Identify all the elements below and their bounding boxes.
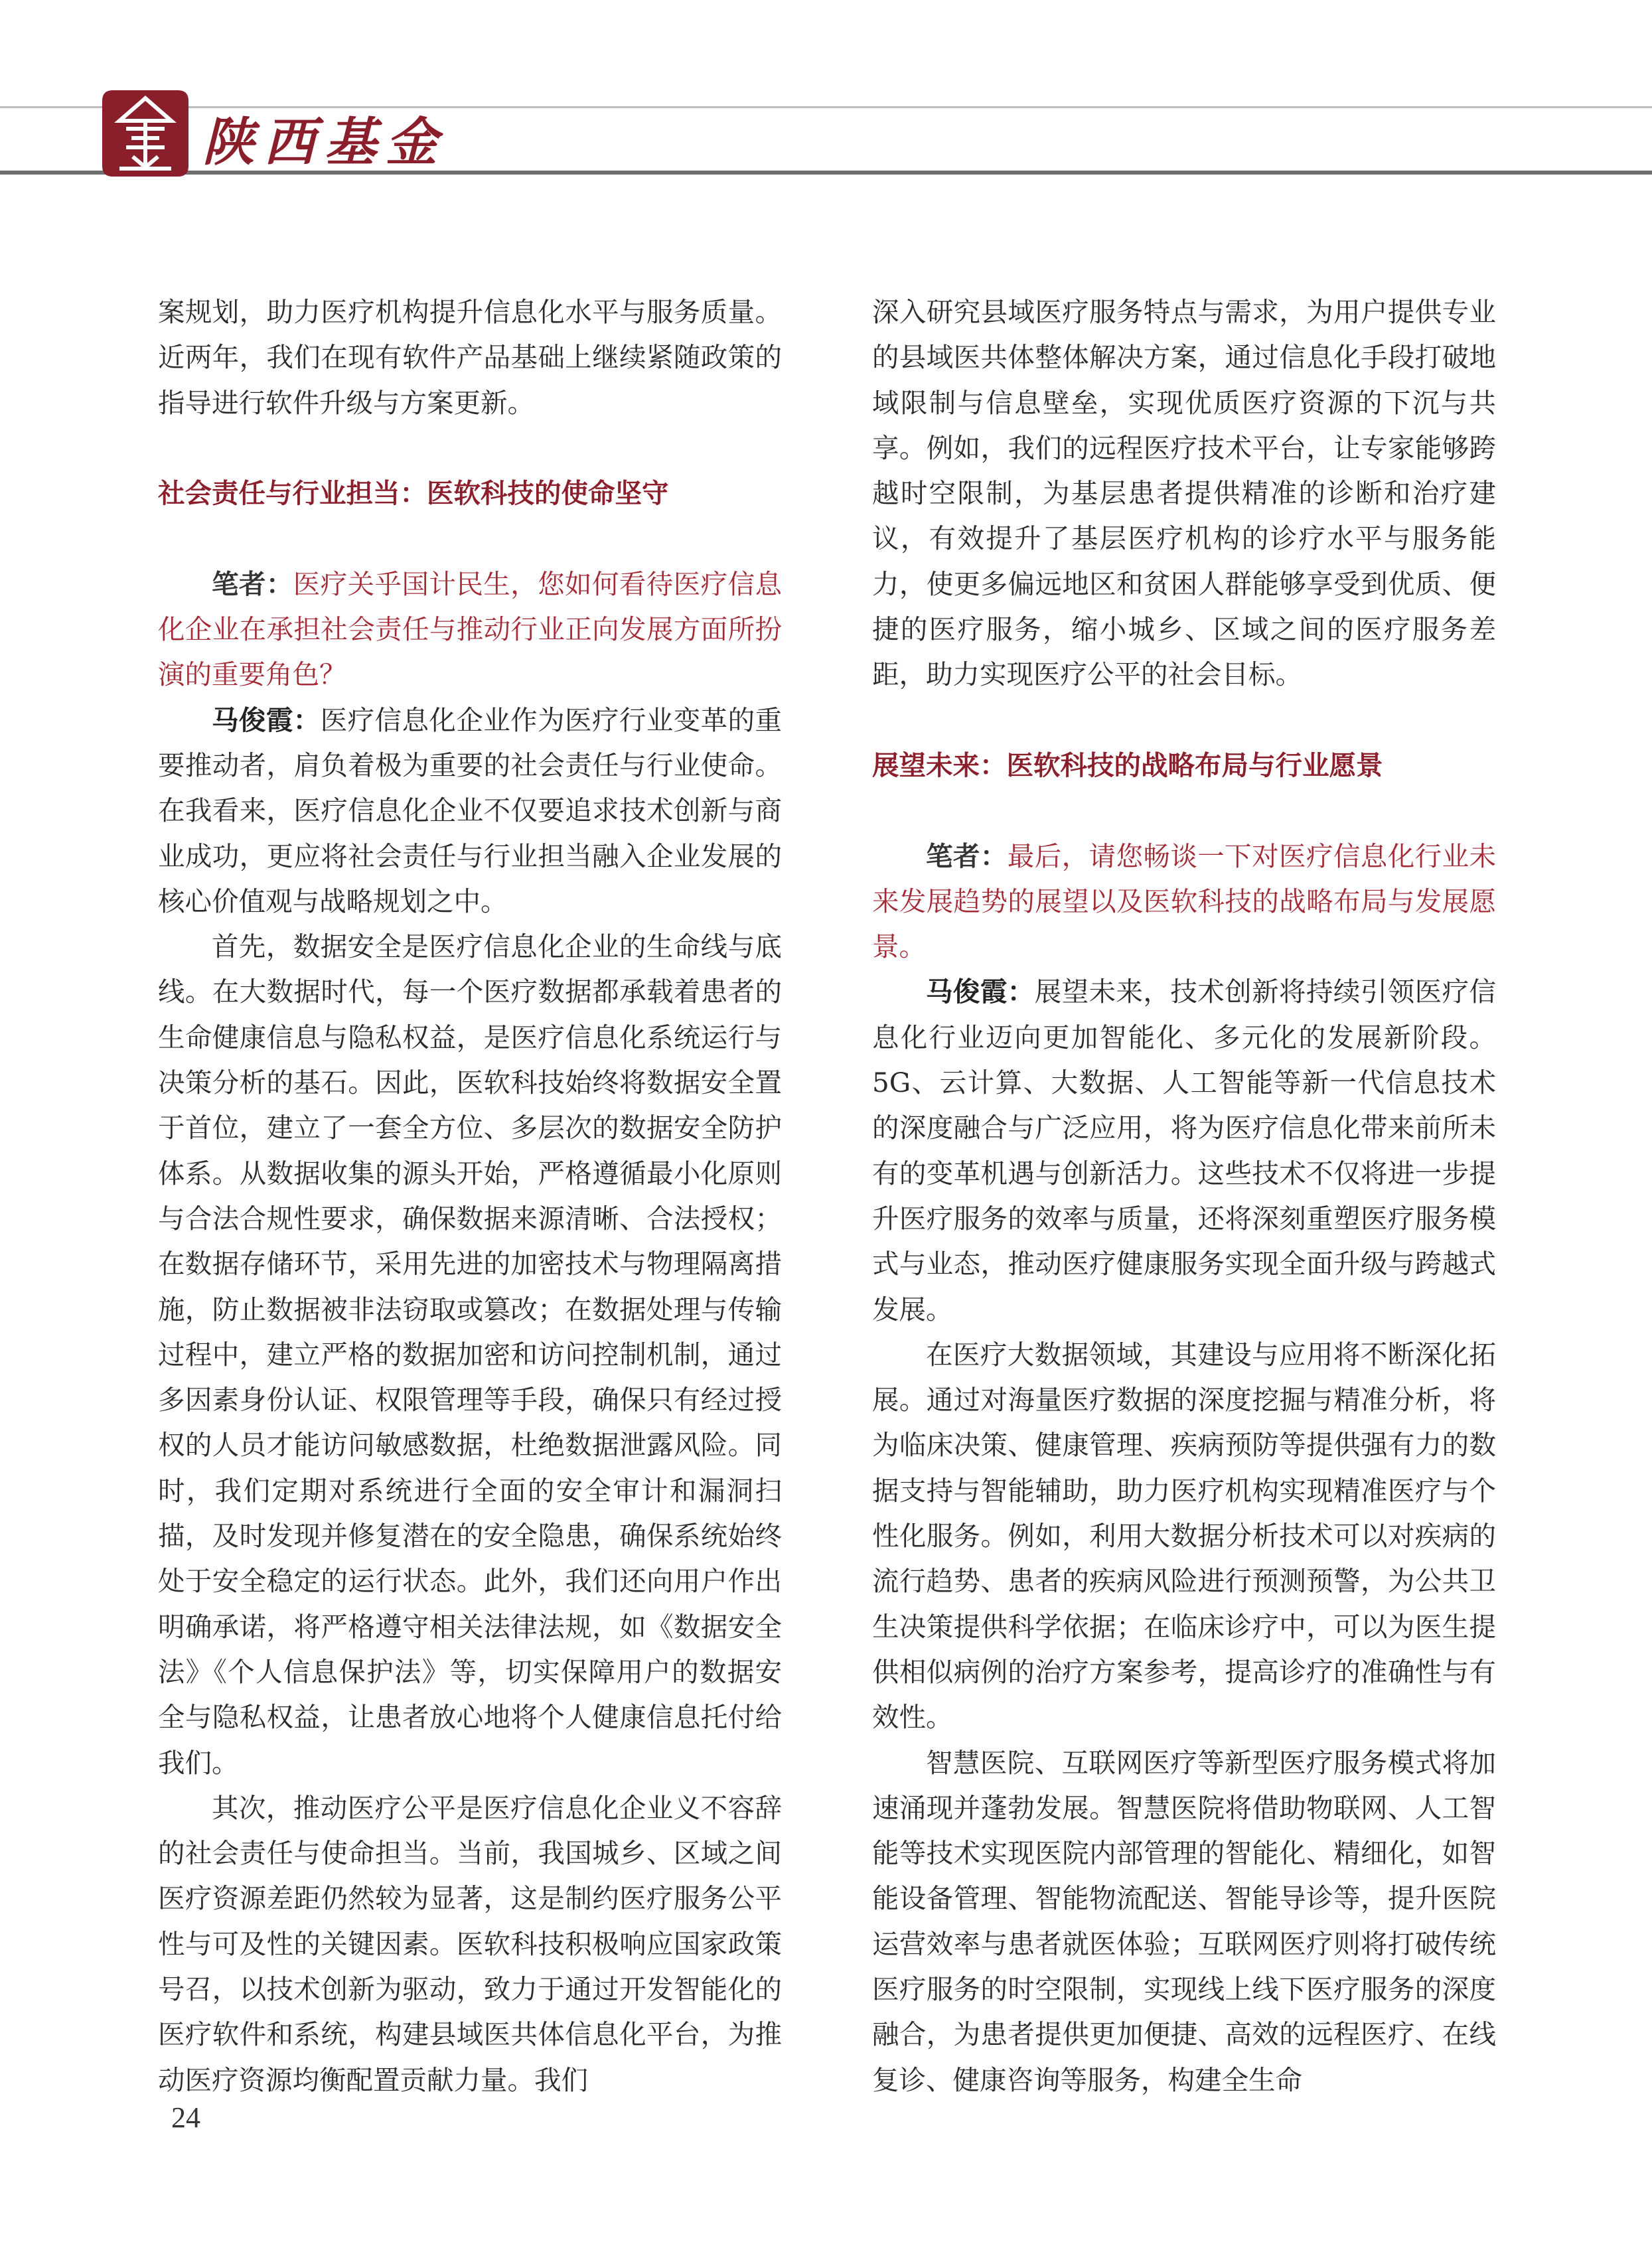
spacer <box>158 516 782 561</box>
paragraph: 在医疗大数据领域，其建设与应用将不断深化拓展。通过对海量医疗数据的深度挖掘与精准分析，将为临床决策、健康管理、疾病预防等提供强有力的数据支持与智能辅助，助力医疗机构实现精准医疗与个性化服务。例如，利用大数据分析技术可以对疾病的流行趋势、患者的疾病风险进行预测预警，为公共卫生决策提供科学依据；在临床诊疗中，可以为医生提供相似病例的治疗方案参考，提高诊疗的准确性与有效性。 <box>872 1338 1496 1734</box>
answer-paragraph <box>158 698 782 924</box>
magazine-title: 陕西基金 <box>202 112 447 173</box>
answer-text: 医疗信息化企业作为医疗行业变革的重要推动者，肩负着极为重要的社会责任与行业使命。在我看来，医疗信息化企业不仅要追求技术创新与商业成功，更应将社会责任与行业担当融入企业发展的核心价值观与战略规划之中。 <box>158 704 783 917</box>
spacer <box>872 788 1496 833</box>
paragraph: 其次，推动医疗公平是医疗信息化企业义不容辞的社会责任与使命担当。当前，我国城乡、区域之间医疗资源差距仍然较为显著，这是制约医疗服务公平性与可及性的关键因素。医软科技积极响应国家政策号召，以技术创新为驱动，致力于通过开发智能化的医疗软件和系统，构建县域医共体信息化平台，为推动医疗资源均衡配置贡献力量。我们 <box>158 1791 782 2096</box>
answer-label: 马俊霞： <box>212 704 321 736</box>
paragraph: 案规划，助力医疗机构提升信息化水平与服务质量。近两年，我们在现有软件产品基础上继续紧随政策的指导进行软件升级与方案更新。 <box>158 296 782 419</box>
left-column <box>158 289 782 2103</box>
question-label: 笔者： <box>926 840 1008 872</box>
paragraph: 智慧医院、互联网医疗等新型医疗服务模式将加速涌现并蓬勃发展。智慧医院将借助物联网、人工智能等技术实现医院内部管理的智能化、精细化，如智能设备管理、智能物流配送、智能导诊等，提升医院运营效率与患者就医体验；互联网医疗则将打破传统医疗服务的时空限制，实现线上线下医疗服务的深度融合，为患者提供更加便捷、高效的远程医疗、在线复诊、健康咨询等服务，构建全生命 <box>872 1746 1496 2096</box>
question-paragraph <box>872 834 1496 970</box>
spacer <box>158 425 782 471</box>
answer-text: 展望未来，技术创新将持续引领医疗信息化行业迈向更加智能化、多元化的发展新阶段。5G、云计算、大数据、人工智能等新一代信息技术的深度融合与广泛应用，将为医疗信息化带来前所未有的变革机遇与创新活力。这些技术不仅将进一步提升医疗服务的效率与质量，还将深刻重塑医疗服务模式与业态，推动医疗健康服务实现全面升级与跨越式发展。 <box>872 976 1497 1325</box>
paragraph: 首先，数据安全是医疗信息化企业的生命线与底线。在大数据时代，每一个医疗数据都承载着患者的生命健康信息与隐私权益，是医疗信息化系统运行与决策分析的基石。因此，医软科技始终将数据安全置于首位，建立了一套全方位、多层次的数据安全防护体系。从数据收集的源头开始，严格遵循最小化原则与合法合规性要求，确保数据来源清晰、合法授权；在数据存储环节，采用先进的加密技术与物理隔离措施，防止数据被非法窃取或篡改；在数据处理与传输过程中，建立严格的数据加密和访问控制机制，通过多因素身份认证、权限管理等手段，确保只有经过授权的人员才能访问敏感数据，杜绝数据泄露风险。同时，我们定期对系统进行全面的安全审计和漏洞扫描，及时发现并修复潜在的安全隐患，确保系统始终处于安全稳定的运行状态。此外，我们还向用户作出明确承诺，将严格遵守相关法律法规，如《数据安全法》《个人信息保护法》等，切实保障用户的数据安全与隐私权益，让患者放心地将个人健康信息托付给我们。 <box>158 931 782 1779</box>
question-text: 最后，请您畅谈一下对医疗信息化行业未来发展趋势的展望以及医软科技的战略布局与发展愿景。 <box>872 840 1497 963</box>
section-heading: 展望未来：医软科技的战略布局与行业愿景 <box>872 749 1383 781</box>
section-heading: 社会责任与行业担当：医软科技的使命坚守 <box>158 477 669 510</box>
question-text: 医疗关乎国计民生，您如何看待医疗信息化企业在承担社会责任与推动行业正向发展方面所扮演的重要角色？ <box>158 567 783 691</box>
paragraph: 深入研究县域医疗服务特点与需求，为用户提供专业的县域医共体整体解决方案，通过信息化手段打破地域限制与信息壁垒，实现优质医疗资源的下沉与共享。例如，我们的远程医疗技术平台，让专家能够跨越时空限制，为基层患者提供精准的诊断和治疗建议，有效提升了基层医疗机构的诊疗水平与服务能力，使更多偏远地区和贫困人群能够享受到优质、便捷的医疗服务，缩小城乡、区域之间的医疗服务差距，助力实现医疗公平的社会目标。 <box>872 296 1496 691</box>
question-paragraph <box>158 561 782 698</box>
question-label: 笔者： <box>212 567 293 600</box>
right-column <box>872 289 1496 2103</box>
answer-label: 马俊霞： <box>926 976 1035 1008</box>
spacer <box>872 698 1496 743</box>
page-number: 24 <box>171 2101 200 2134</box>
seal-logo-icon <box>100 88 191 179</box>
answer-paragraph <box>872 969 1496 1331</box>
